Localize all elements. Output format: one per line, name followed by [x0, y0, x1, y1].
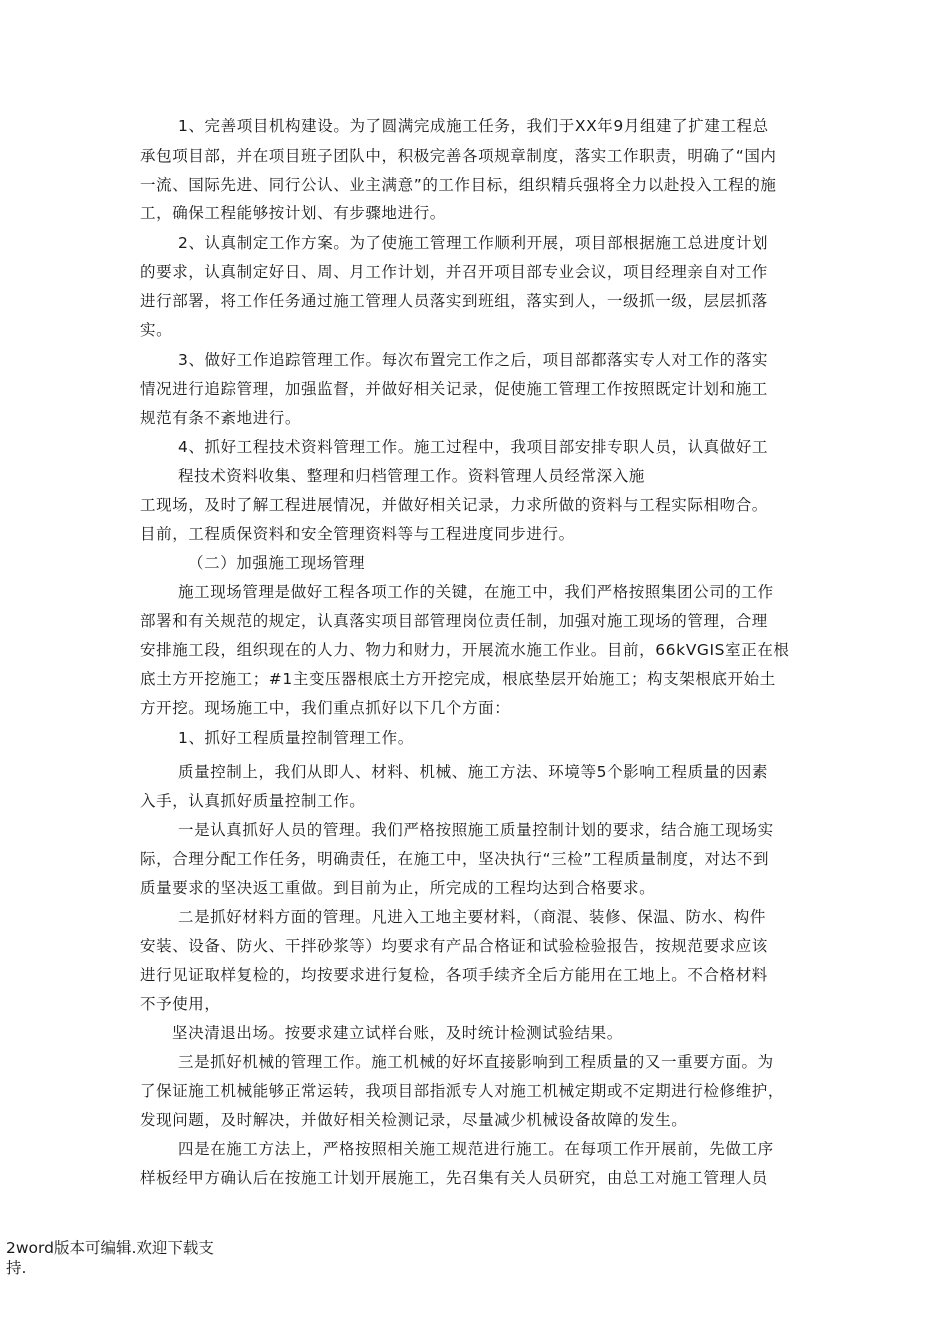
text-line: 3、做好工作追踪管理工作。每次布置完工作之后，项目部都落实专人对工作的落实	[178, 351, 769, 369]
text-line: 规范有条不紊地进行。	[140, 409, 302, 427]
text-line: 4、抓好工程技术资料管理工作。施工过程中，我项目部安排专职人员，认真做好工	[178, 438, 769, 456]
text-line: 安排施工段，组织现在的人力、物力和财力，开展流水施工作业。目前，66kVGIS室正在根	[140, 641, 790, 659]
text-line: 进行见证取样复检的，均按要求进行复检，各项手续齐全后方能用在工地上。不合格材料	[140, 966, 768, 984]
text-line: 工，确保工程能够按计划、有步骤地进行。	[140, 204, 446, 222]
text-line: 施工现场管理是做好工程各项工作的关键，在施工中，我们严格按照集团公司的工作	[178, 583, 774, 601]
footer-note-line1: 2word版本可编辑.欢迎下载支	[6, 1239, 214, 1257]
subsection-heading: 1、抓好工程质量控制管理工作。	[178, 729, 414, 747]
text-line: 三是抓好机械的管理工作。施工机械的好坏直接影响到工程质量的又一重要方面。为	[178, 1053, 774, 1071]
text-line: 程技术资料收集、整理和归档管理工作。资料管理人员经常深入施	[178, 467, 645, 485]
section-heading: （二）加强施工现场管理	[188, 554, 366, 572]
text-line: 质量要求的坚决返工重做。到目前为止，所完成的工程均达到合格要求。	[140, 879, 656, 897]
footer-note-line2: 持.	[6, 1259, 27, 1277]
text-line: 二是抓好材料方面的管理。凡进入工地主要材料，（商混、装修、保温、防水、构件	[178, 908, 766, 926]
text-line: 质量控制上，我们从即人、材料、机械、施工方法、环境等5个影响工程质量的因素	[178, 763, 769, 781]
text-line: 一是认真抓好人员的管理。我们严格按照施工质量控制计划的要求，结合施工现场实	[178, 821, 774, 839]
text-line: 目前，工程质保资料和安全管理资料等与工程进度同步进行。	[140, 525, 575, 543]
text-line: 方开挖。现场施工中，我们重点抓好以下几个方面：	[140, 699, 511, 717]
text-line: 坚决清退出场。按要求建立试样台账，及时统计检测试验结果。	[172, 1024, 623, 1042]
text-line: 一流、国际先进、同行公认、业主满意”的工作目标，组织精兵强将全力以赴投入工程的施	[140, 176, 777, 194]
text-line: 1、完善项目机构建设。为了圆满完成施工任务，我们于XX年9月组建了扩建工程总	[178, 117, 769, 135]
text-line: 了保证施工机械能够正常运转，我项目部指派专人对施工机械定期或不定期进行检修维护，	[140, 1082, 785, 1100]
text-line: 不予使用，	[140, 995, 221, 1013]
text-line: 部署和有关规范的规定，认真落实项目部管理岗位责任制，加强对施工现场的管理，合理	[140, 612, 768, 630]
text-line: 安装、设备、防火、干拌砂浆等）均要求有产品合格证和试验检验报告，按规范要求应该	[140, 937, 768, 955]
text-line: 样板经甲方确认后在按施工计划开展施工，先召集有关人员研究，由总工对施工管理人员	[140, 1169, 768, 1187]
text-line: 发现问题，及时解决，并做好相关检测记录，尽量减少机械设备故障的发生。	[140, 1111, 688, 1129]
text-line: 的要求，认真制定好日、周、月工作计划，并召开项目部专业会议，项目经理亲自对工作	[140, 263, 768, 281]
text-line: 四是在施工方法上，严格按照相关施工规范进行施工。在每项工作开展前，先做工序	[178, 1140, 774, 1158]
text-line: 情况进行追踪管理，加强监督，并做好相关记录，促使施工管理工作按照既定计划和施工	[140, 380, 768, 398]
text-line: 工现场，及时了解工程进展情况，并做好相关记录，力求所做的资料与工程实际相吻合。	[140, 496, 768, 514]
text-line: 2、认真制定工作方案。为了使施工管理工作顺利开展，项目部根据施工总进度计划	[178, 234, 769, 252]
text-line: 底土方开挖施工；#1主变压器根底土方开挖完成，根底垫层开始施工；构支架根底开始土	[140, 670, 776, 688]
text-line: 进行部署，将工作任务通过施工管理人员落实到班组，落实到人，一级抓一级，层层抓落	[140, 292, 768, 310]
text-line: 承包项目部，并在项目班子团队中，积极完善各项规章制度，落实工作职责，明确了“国内	[140, 147, 777, 165]
text-line: 际，合理分配工作任务，明确责任，在施工中，坚决执行“三检”工程质量制度，对达不到	[140, 850, 770, 868]
text-line: 入手，认真抓好质量控制工作。	[140, 792, 366, 810]
text-line: 实。	[140, 321, 173, 339]
